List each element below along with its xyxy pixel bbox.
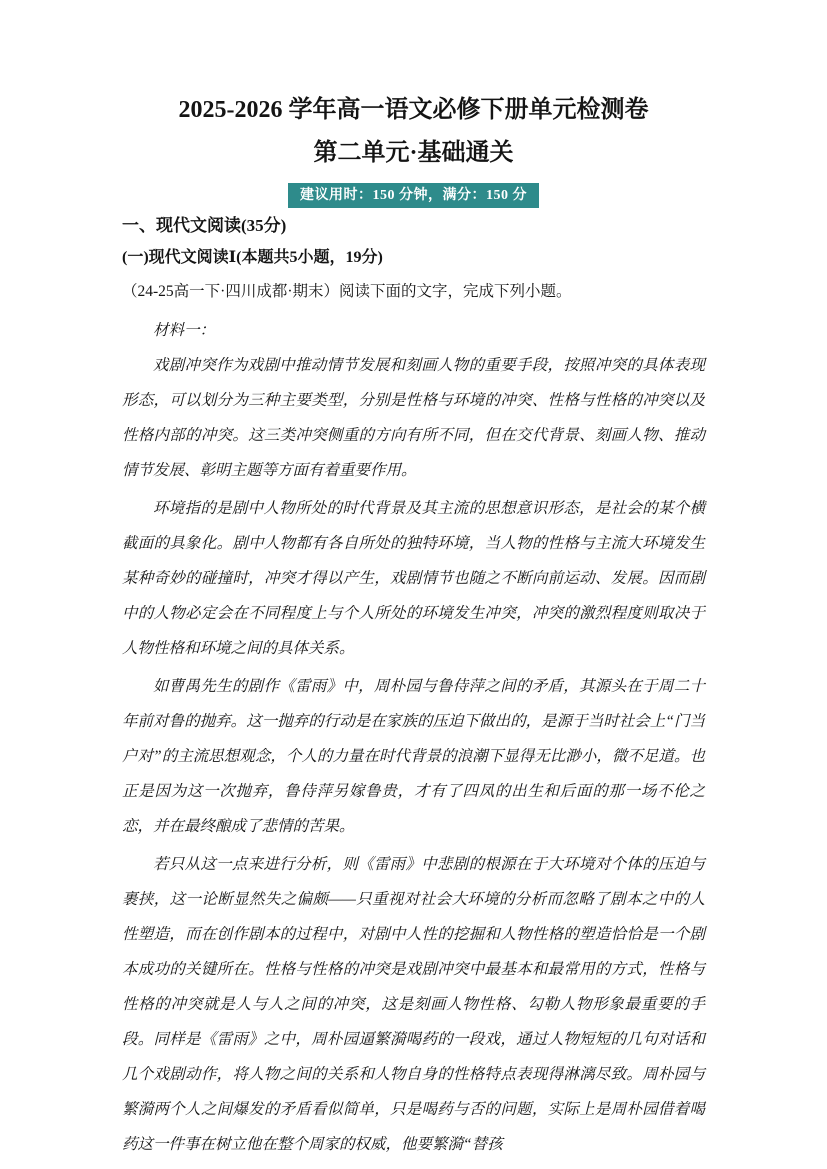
section-heading-modern-reading: 一、现代文阅读(35分) — [122, 216, 287, 236]
material-one-label: 材料一： — [153, 321, 216, 339]
material-paragraph-2: 环境指的是剧中人物所处的时代背景及其主流的思想意识形态，是社会的某个横截面的具象化。剧中人物都有各自所处的独特环境，当人物的性格与主流大环境发生某种奇妙的碰撞时，冲突才得以产生，戏剧情节也随之不断向前运动、发展。因而剧中的人物必定会在不同程度上与个人所处的环境发生冲突，冲突的激烈程度则取决于人物性格和环境之间的具体关系。 — [122, 499, 705, 657]
material-paragraph-4: 若只从这一点来进行分析，则《雷雨》中悲剧的根源在于大环境对个体的压迫与裹挟，这一论断显然失之偏颇——只重视对社会大环境的分析而忽略了剧本之中的人性塑造，而在创作剧本的过程中，对剧中人性的挖掘和人物性格的塑造恰恰是一个剧本成功的关键所在。性格与性格的冲突是戏剧冲突中最基本和最常用的方式，性格与性格的冲突就是人与人之间的冲突，这是刻画人物性格、勾勒人物形象最重要的手段。同样是《雷雨》之中，周朴园逼繁漪喝药的一段戏，通过人物短短的几句对话和几个戏剧动作，将人物之间的关系和人物自身的性格特点表现得淋漓尽致。周朴园与繁漪两个人之间爆发的矛盾看似简单，只是喝药与否的问题，实际上是周朴园借着喝药这一件事在树立他在整个周家的权威，他要繁漪“替孩 — [122, 855, 705, 1153]
subsection-heading-reading-one: (一)现代文阅读Ⅰ(本题共5小题，19分) — [122, 248, 383, 266]
time-note-row — [122, 183, 705, 209]
question-intro: （24-25高一下·四川成都·期末）阅读下面的文字，完成下列小题。 — [122, 282, 572, 300]
time-limit-badge: 建议用时：150 分钟，满分：150 分 — [288, 183, 539, 209]
doc-subtitle: 第二单元·基础通关 — [313, 140, 514, 167]
material-paragraph-3: 如曹禺先生的剧作《雷雨》中，周朴园与鲁侍萍之间的矛盾，其源头在于周二十年前对鲁的抛弃。这一抛弃的行动是在家族的压迫下做出的，是源于当时社会上“门当户对”的主流思想观念，个人的力量在时代背景的浪潮下显得无比渺小，微不足道。也正是因为这一次抛弃，鲁侍萍另嫁鲁贵，才有了四凤的出生和后面的那一场不伦之恋，并在最终酿成了悲情的苦果。 — [122, 677, 705, 835]
doc-title: 2025-2026 学年高一语文必修下册单元检测卷 — [178, 97, 649, 123]
material-paragraph-1: 戏剧冲突作为戏剧中推动情节发展和刻画人物的重要手段，按照冲突的具体表现形态，可以划分为三种主要类型，分别是性格与环境的冲突、性格与性格的冲突以及性格内部的冲突。这三类冲突侧重的方向有所不同，但在交代背景、刻画人物、推动情节发展、彰明主题等方面有着重要作用。 — [122, 356, 705, 479]
